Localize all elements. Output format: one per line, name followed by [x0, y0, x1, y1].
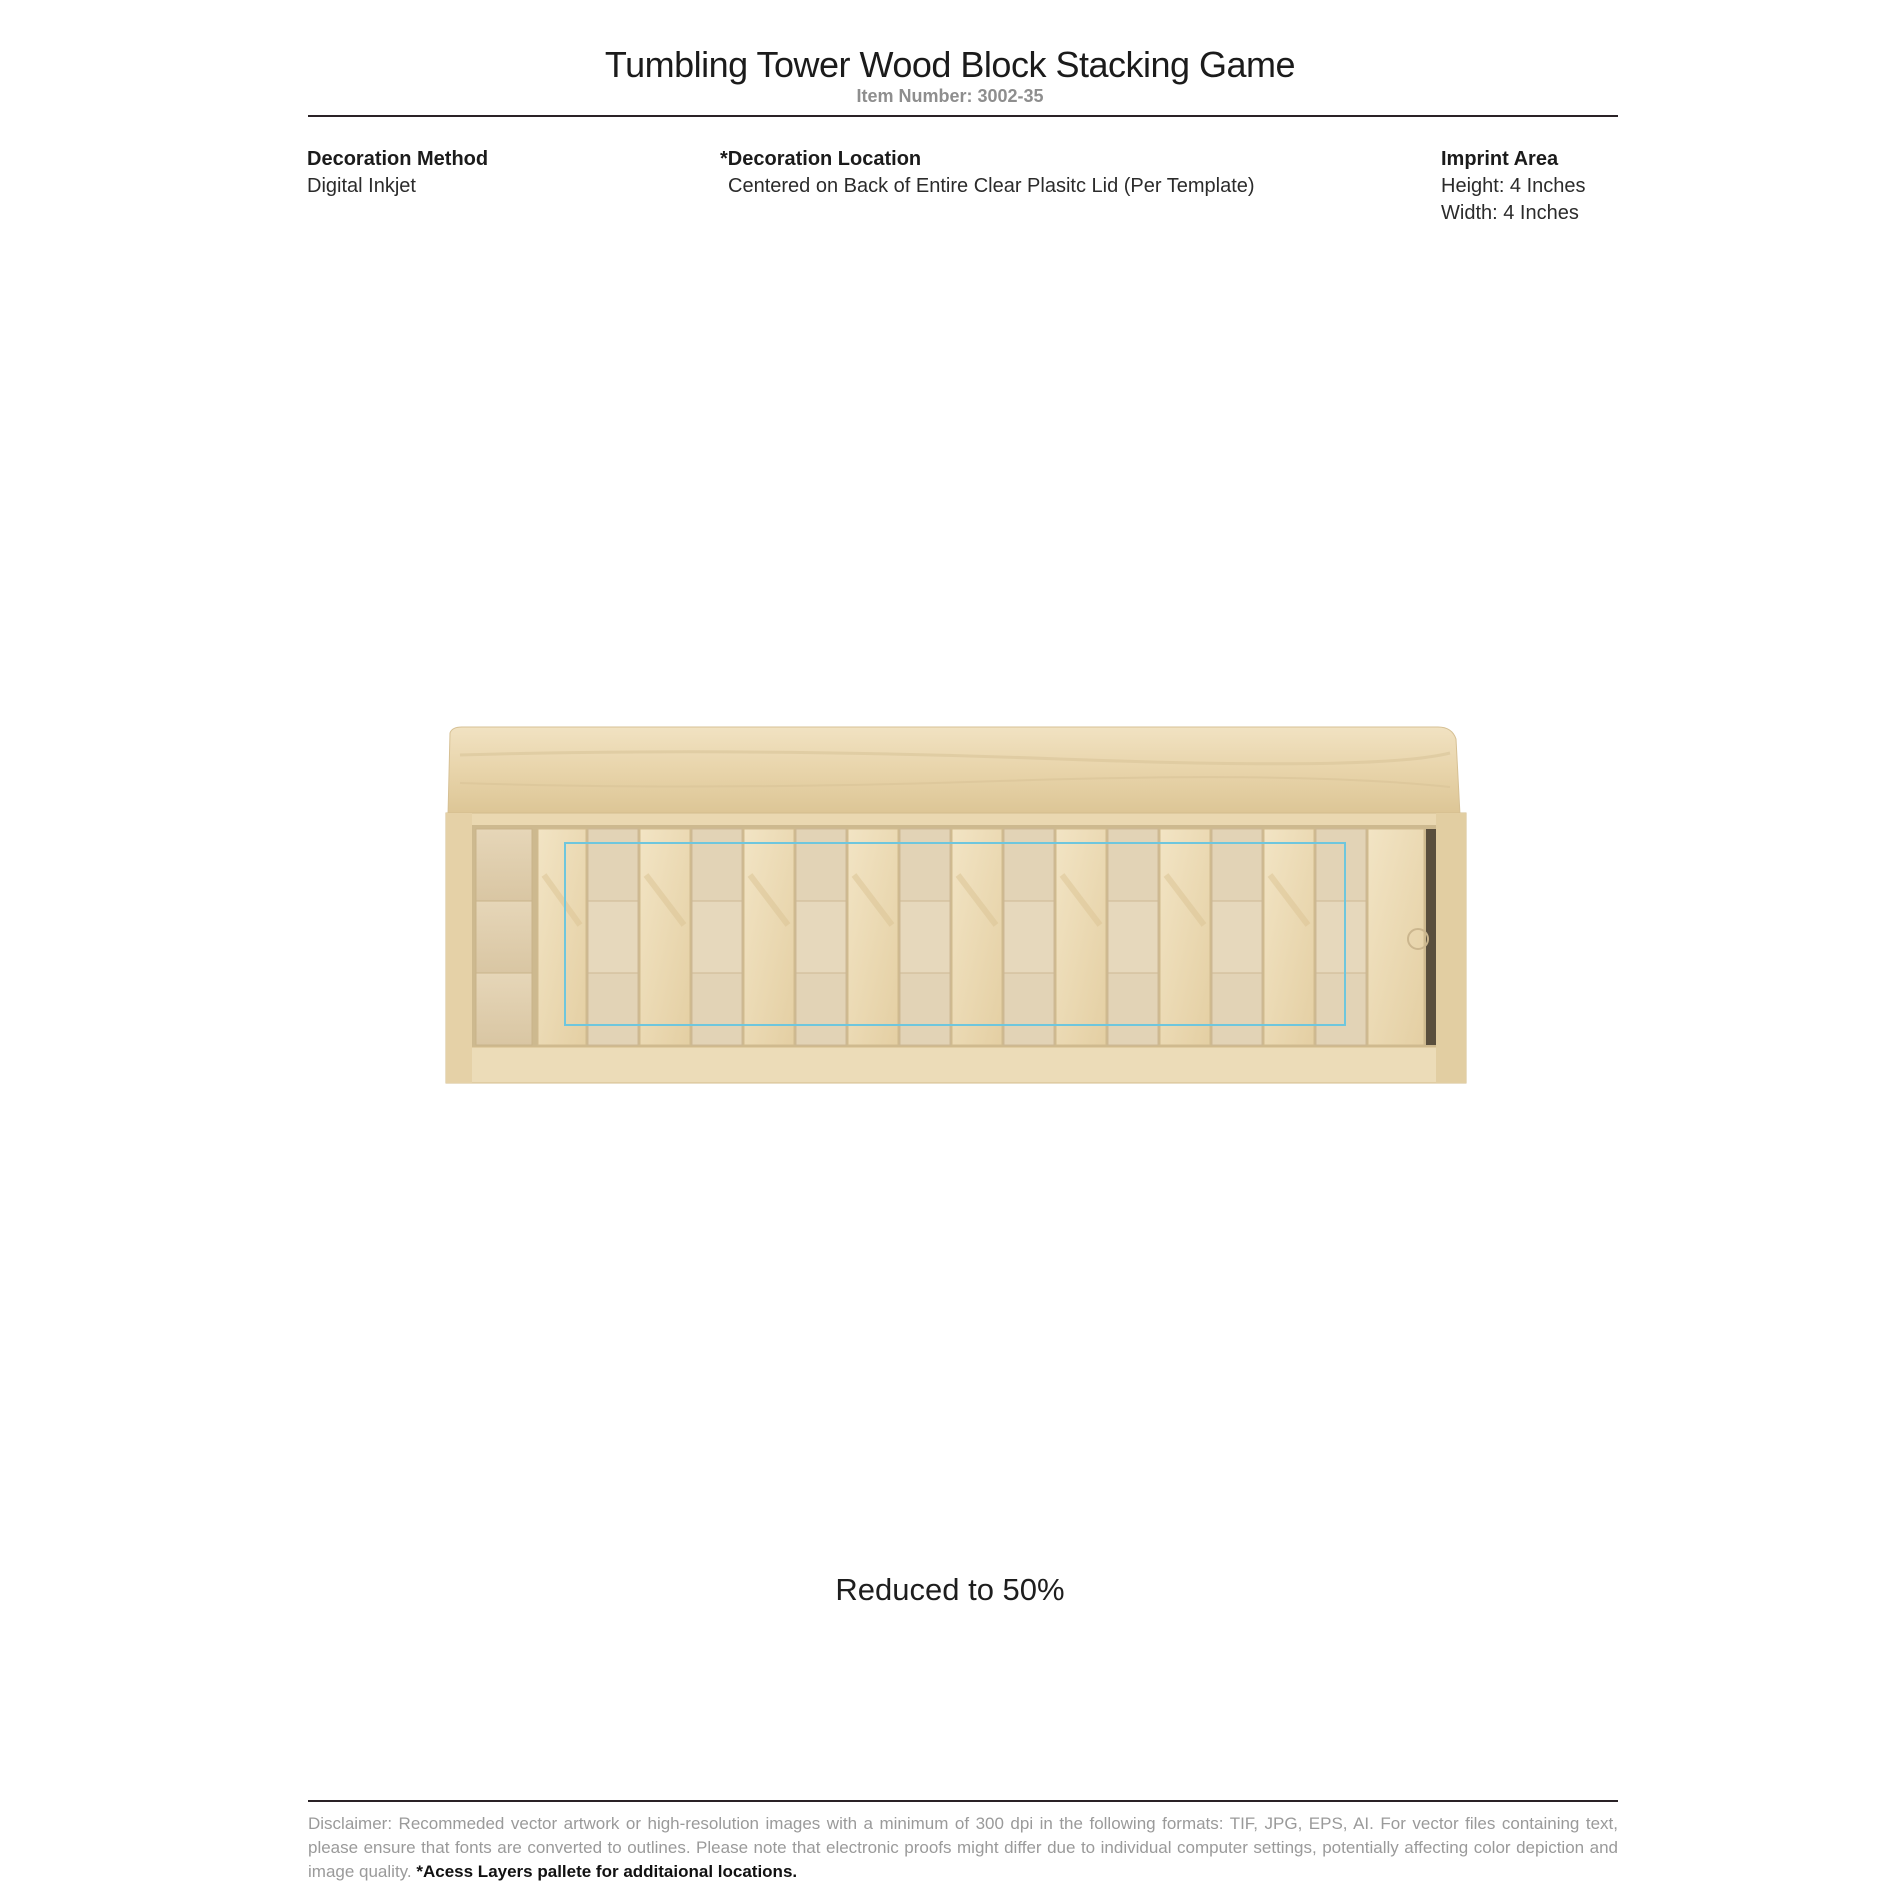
box-right-post	[1436, 813, 1466, 1083]
short-block	[692, 829, 742, 901]
item-number: Item Number: 3002-35	[856, 86, 1044, 106]
short-block	[1212, 829, 1262, 901]
decoration-location-label: *Decoration Location	[720, 148, 922, 170]
short-block	[1212, 901, 1262, 973]
short-block	[900, 901, 950, 973]
decoration-location-value: Centered on Back of Entire Clear Plasitc Lid (Per Template)	[728, 175, 1255, 197]
short-block	[692, 973, 742, 1045]
product-image	[440, 725, 1480, 1085]
short-block	[796, 829, 846, 901]
long-block	[848, 829, 898, 1045]
imprint-area-label: Imprint Area	[1441, 148, 1559, 170]
short-block	[1004, 829, 1054, 901]
long-block	[1368, 829, 1424, 1045]
disclaimer	[308, 1812, 1618, 1884]
imprint-height: Height: 4 Inches	[1441, 175, 1586, 197]
long-block	[640, 829, 690, 1045]
decoration-method-value: Digital Inkjet	[307, 175, 416, 197]
long-block	[538, 829, 586, 1045]
end-block	[476, 829, 532, 901]
disclaimer-text: Disclaimer: Recommeded vector artwork or high-resolution images with a minimum of 300 dpi in the following formats: TIF, JPG, EPS, AI. For vector files containing text, please ensure that fonts are converted to outlines. Please note that electronic proofs might differ due to individual computer settings, potentially affecting color depiction and image quality.	[308, 1814, 1618, 1881]
end-block	[476, 973, 532, 1045]
footer-divider	[308, 1800, 1618, 1802]
short-block	[796, 973, 846, 1045]
short-block	[1004, 973, 1054, 1045]
block-rows	[538, 829, 1424, 1045]
short-block	[1316, 901, 1366, 973]
long-block	[1160, 829, 1210, 1045]
short-block	[796, 901, 846, 973]
box-lid	[448, 727, 1460, 815]
scale-note: Reduced to 50%	[835, 1572, 1065, 1607]
short-block	[1316, 973, 1366, 1045]
page-title: Tumbling Tower Wood Block Stacking Game	[604, 44, 1296, 85]
box-bottom-rail	[446, 1047, 1466, 1083]
long-block	[952, 829, 1002, 1045]
short-block	[588, 973, 638, 1045]
decoration-location-block	[720, 146, 1255, 200]
box-left-post	[446, 813, 472, 1083]
end-block	[476, 901, 532, 973]
short-block	[1004, 901, 1054, 973]
decoration-method-label: Decoration Method	[307, 148, 489, 170]
short-block	[692, 901, 742, 973]
short-block	[900, 973, 950, 1045]
short-block	[588, 829, 638, 901]
imprint-width: Width: 4 Inches	[1441, 202, 1579, 224]
long-block	[1056, 829, 1106, 1045]
short-block	[588, 901, 638, 973]
short-block	[1212, 973, 1262, 1045]
imprint-area-block	[1441, 146, 1586, 227]
decoration-method-block	[307, 146, 488, 200]
short-block	[1108, 973, 1158, 1045]
short-block	[900, 829, 950, 901]
short-block	[1108, 829, 1158, 901]
long-block	[1264, 829, 1314, 1045]
short-block	[1316, 829, 1366, 901]
long-block	[744, 829, 794, 1045]
disclaimer-note: *Acess Layers pallete for additaional locations.	[416, 1862, 798, 1881]
header-divider	[308, 115, 1618, 117]
short-block	[1108, 901, 1158, 973]
